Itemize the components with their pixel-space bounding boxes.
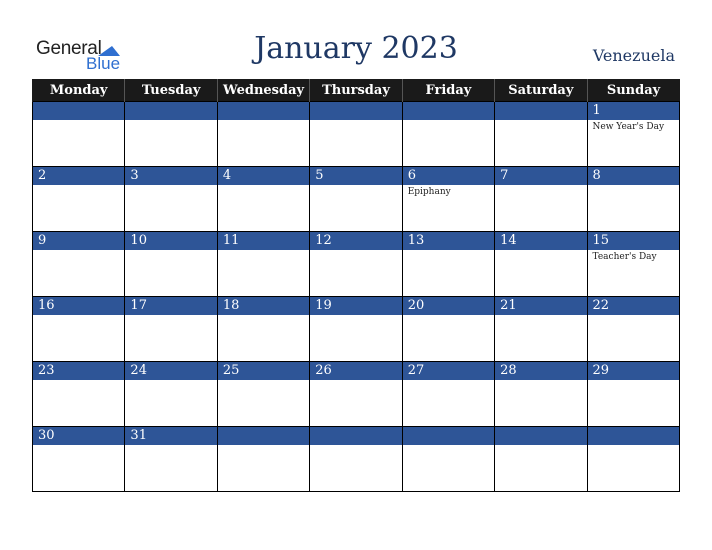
day-cell[interactable] (495, 297, 587, 362)
day-number: 13 (403, 232, 494, 250)
day-number: 11 (218, 232, 309, 250)
holiday-label: Teacher's Day (592, 252, 657, 262)
weekday-header: Friday (402, 79, 494, 102)
holiday-label (403, 380, 494, 382)
holiday-label (33, 445, 124, 447)
holiday-label (403, 250, 494, 252)
holiday-label (495, 250, 586, 252)
day-cell[interactable] (33, 232, 125, 297)
weekday-header: Thursday (310, 79, 402, 102)
day-cell[interactable] (402, 167, 494, 232)
day-number (588, 427, 679, 445)
day-number: 28 (495, 362, 586, 380)
day-number (33, 102, 124, 120)
day-number: 2 (33, 167, 124, 185)
holiday-label (495, 380, 586, 382)
day-cell[interactable] (402, 427, 494, 492)
day-number: 9 (33, 232, 124, 250)
holiday-label (33, 250, 124, 252)
holiday-label (218, 315, 309, 317)
day-number: 20 (403, 297, 494, 315)
day-cell[interactable] (310, 167, 402, 232)
day-cell[interactable] (125, 427, 217, 492)
day-number: 4 (218, 167, 309, 185)
day-number: 19 (310, 297, 401, 315)
holiday-label (33, 380, 124, 382)
holiday-label (403, 315, 494, 317)
day-number (403, 102, 494, 120)
day-cell[interactable] (587, 297, 679, 362)
weekday-header-row (33, 79, 680, 102)
day-number: 7 (495, 167, 586, 185)
day-cell[interactable] (495, 232, 587, 297)
logo-general-text: General (36, 38, 102, 59)
holiday-label (33, 315, 124, 317)
day-number: 17 (125, 297, 216, 315)
day-number: 23 (33, 362, 124, 380)
day-cell[interactable] (310, 427, 402, 492)
holiday-label (125, 250, 216, 252)
holiday-label (125, 120, 216, 122)
day-cell[interactable] (587, 427, 679, 492)
day-number: 24 (125, 362, 216, 380)
holiday-label: Epiphany (407, 187, 451, 197)
day-cell[interactable] (587, 102, 679, 167)
day-number (218, 427, 309, 445)
day-cell[interactable] (402, 232, 494, 297)
day-number: 1 (588, 102, 679, 120)
holiday-label (310, 380, 401, 382)
holiday-label (495, 120, 586, 122)
day-number: 22 (588, 297, 679, 315)
holiday-label (403, 445, 494, 447)
holiday-label (218, 380, 309, 382)
holiday-label (495, 445, 586, 447)
week-row (33, 362, 680, 427)
holiday-label (125, 445, 216, 447)
day-cell[interactable] (33, 427, 125, 492)
day-cell[interactable] (33, 362, 125, 427)
day-cell[interactable] (587, 362, 679, 427)
weekday-header: Tuesday (125, 79, 217, 102)
day-cell[interactable] (495, 102, 587, 167)
week-row (33, 297, 680, 362)
country-label: Venezuela (592, 46, 675, 65)
day-number (310, 427, 401, 445)
day-number: 16 (33, 297, 124, 315)
day-number (218, 102, 309, 120)
holiday-label (125, 185, 216, 187)
day-cell[interactable] (125, 167, 217, 232)
logo-blue-text: Blue (86, 54, 121, 73)
day-number: 29 (588, 362, 679, 380)
day-cell[interactable] (310, 102, 402, 167)
day-number (125, 102, 216, 120)
holiday-label (218, 185, 309, 187)
day-cell[interactable] (310, 232, 402, 297)
holiday-label (495, 185, 586, 187)
holiday-label (125, 315, 216, 317)
day-cell[interactable] (125, 102, 217, 167)
day-cell[interactable] (33, 102, 125, 167)
day-cell[interactable] (33, 167, 125, 232)
holiday-label (310, 250, 401, 252)
day-number: 3 (125, 167, 216, 185)
day-number: 14 (495, 232, 586, 250)
weekday-header: Wednesday (217, 79, 309, 102)
holiday-label (588, 380, 679, 382)
day-cell[interactable] (402, 102, 494, 167)
day-cell[interactable] (217, 362, 309, 427)
holiday-label (218, 445, 309, 447)
holiday-label (310, 445, 401, 447)
day-number: 6 (403, 167, 494, 185)
day-cell[interactable] (402, 362, 494, 427)
holiday-label (495, 315, 586, 317)
day-number: 26 (310, 362, 401, 380)
day-number: 12 (310, 232, 401, 250)
holiday-label (403, 120, 494, 122)
day-cell[interactable] (495, 362, 587, 427)
calendar-title: January 2023 (254, 31, 458, 66)
day-number: 5 (310, 167, 401, 185)
holiday-label (33, 185, 124, 187)
holiday-label (218, 120, 309, 122)
weekday-header: Monday (33, 79, 125, 102)
day-cell[interactable] (125, 297, 217, 362)
day-cell[interactable] (495, 427, 587, 492)
day-number (495, 102, 586, 120)
day-number: 25 (218, 362, 309, 380)
day-number: 30 (33, 427, 124, 445)
day-cell[interactable] (495, 167, 587, 232)
day-cell[interactable] (587, 232, 679, 297)
day-cell[interactable] (587, 167, 679, 232)
week-row (33, 102, 680, 167)
calendar-grid (32, 79, 680, 492)
week-row (33, 427, 680, 492)
day-cell[interactable] (217, 102, 309, 167)
day-number: 27 (403, 362, 494, 380)
weekday-header: Sunday (587, 79, 679, 102)
day-number (403, 427, 494, 445)
holiday-label (588, 445, 679, 447)
day-number: 31 (125, 427, 216, 445)
day-number (310, 102, 401, 120)
day-cell[interactable] (402, 297, 494, 362)
day-number: 8 (588, 167, 679, 185)
day-cell[interactable] (33, 297, 125, 362)
day-number: 18 (218, 297, 309, 315)
day-number: 21 (495, 297, 586, 315)
day-number: 10 (125, 232, 216, 250)
week-row (33, 167, 680, 232)
day-cell[interactable] (217, 427, 309, 492)
day-number: 15 (588, 232, 679, 250)
holiday-label (588, 185, 679, 187)
day-cell[interactable] (125, 232, 217, 297)
day-cell[interactable] (310, 362, 402, 427)
day-cell[interactable] (217, 167, 309, 232)
holiday-label (125, 380, 216, 382)
day-cell[interactable] (310, 297, 402, 362)
day-cell[interactable] (217, 232, 309, 297)
weekday-header: Saturday (495, 79, 587, 102)
holiday-label (310, 185, 401, 187)
holiday-label (588, 315, 679, 317)
day-number (495, 427, 586, 445)
holiday-label (218, 250, 309, 252)
day-cell[interactable] (125, 362, 217, 427)
week-row (33, 232, 680, 297)
day-cell[interactable] (217, 297, 309, 362)
holiday-label (33, 120, 124, 122)
holiday-label (310, 315, 401, 317)
holiday-label: New Year's Day (592, 122, 665, 132)
holiday-label (310, 120, 401, 122)
